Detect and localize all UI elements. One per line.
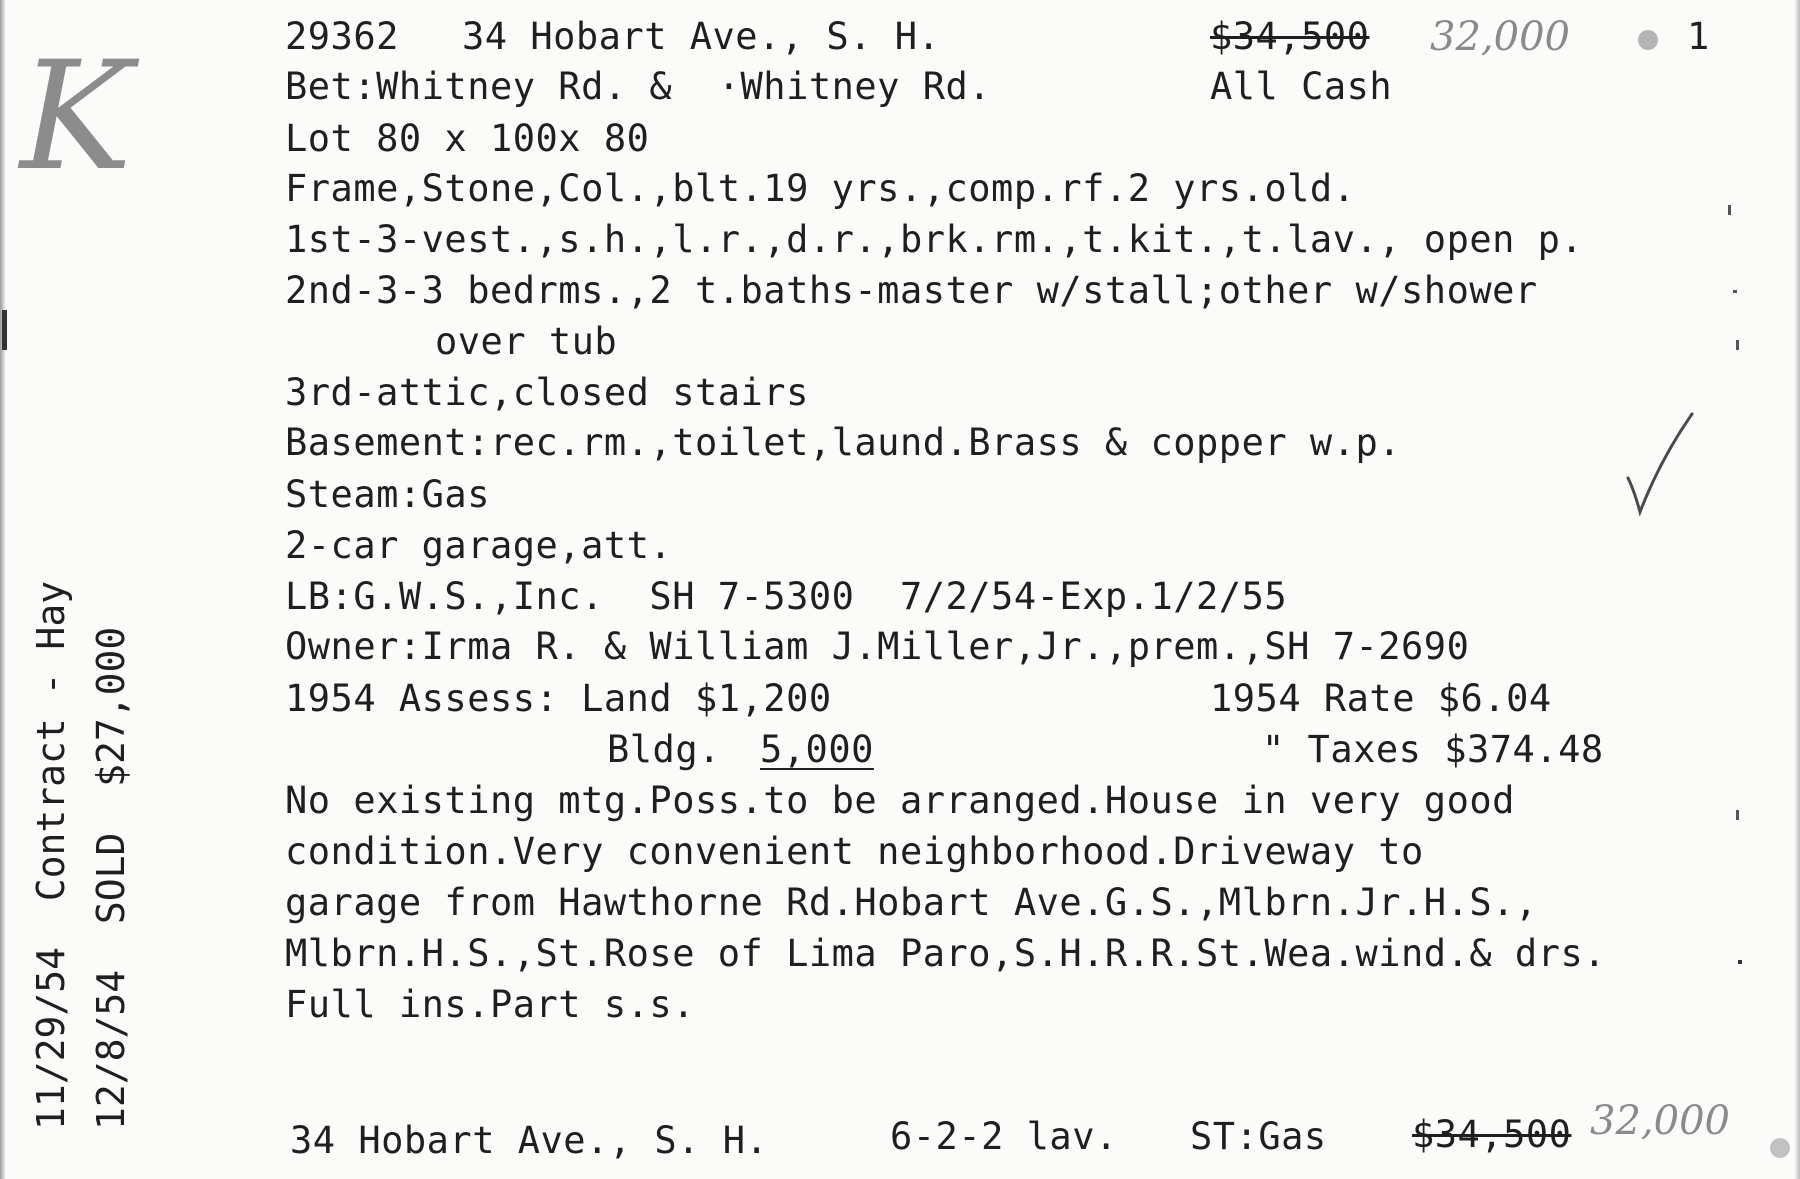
listing-number: 29362 — [285, 15, 399, 58]
assess-land: 1954 Assess: Land $1,200 — [285, 677, 832, 720]
sold-note: 12/8/54 SOLD $27,000 — [89, 626, 133, 1130]
remarks-line-5: Full ins.Part s.s. — [285, 983, 695, 1026]
between-streets: Bet:Whitney Rd. & ·Whitney Rd. — [285, 65, 992, 108]
contract-note: 11/29/54 Contract - Hay — [29, 580, 73, 1130]
footer-revised-price-pencil: 32,000 — [1590, 1098, 1730, 1144]
header-address: 34 Hobart Ave., S. H. — [462, 15, 941, 58]
remarks-line-3: garage from Hawthorne Rd.Hobart Ave.G.S.,Mlbrn.Jr.H.S., — [285, 881, 1538, 924]
remarks-line-2: condition.Very convenient neighborhood.Driveway to — [285, 830, 1424, 873]
footer-heat: ST:Gas — [1190, 1115, 1327, 1158]
listing-broker: LB:G.W.S.,Inc. SH 7-5300 7/2/54-Exp.1/2/55 — [285, 575, 1288, 618]
heating: Steam:Gas — [285, 473, 490, 516]
footer-address: 34 Hobart Ave., S. H. — [290, 1119, 769, 1162]
footer-rooms: 6-2-2 lav. — [890, 1115, 1118, 1158]
assess-bldg-value: 5,000 — [760, 728, 874, 771]
terms: All Cash — [1210, 65, 1393, 108]
original-price: $34,500 — [1210, 15, 1370, 58]
second-floor: 2nd-3-3 bedrms.,2 t.baths-master w/stall;other w/shower — [285, 269, 1538, 312]
assess-bldg-label: Bldg. — [607, 728, 721, 771]
construction: Frame,Stone,Col.,blt.19 yrs.,comp.rf.2 yrs.old. — [285, 167, 1356, 210]
first-floor: 1st-3-vest.,s.h.,l.r.,d.r.,brk.rm.,t.kit.,t.lav., open p. — [285, 218, 1584, 261]
revised-price-pencil: 32,000 — [1430, 14, 1570, 60]
second-floor-cont: over tub — [435, 320, 618, 363]
remarks-line-1: No existing mtg.Poss.to be arranged.House in very good — [285, 779, 1515, 822]
garage: 2-car garage,att. — [285, 524, 673, 567]
corner-pencil-letter: K — [20, 30, 133, 204]
taxes: " Taxes $374.48 — [1262, 728, 1604, 771]
footer-original-price: $34,500 — [1412, 1113, 1572, 1156]
lot-size: Lot 80 x 100x 80 — [285, 117, 650, 160]
card-number: 1 — [1687, 15, 1710, 58]
basement: Basement:rec.rm.,toilet,laund.Brass & copper w.p. — [285, 421, 1402, 464]
remarks-line-4: Mlbrn.H.S.,St.Rose of Lima Paro,S.H.R.R.St.Wea.wind.& drs. — [285, 932, 1607, 975]
owner: Owner:Irma R. & William J.Miller,Jr.,prem.,SH 7-2690 — [285, 625, 1470, 668]
tax-rate: 1954 Rate $6.04 — [1210, 677, 1552, 720]
third-floor: 3rd-attic,closed stairs — [285, 371, 809, 414]
